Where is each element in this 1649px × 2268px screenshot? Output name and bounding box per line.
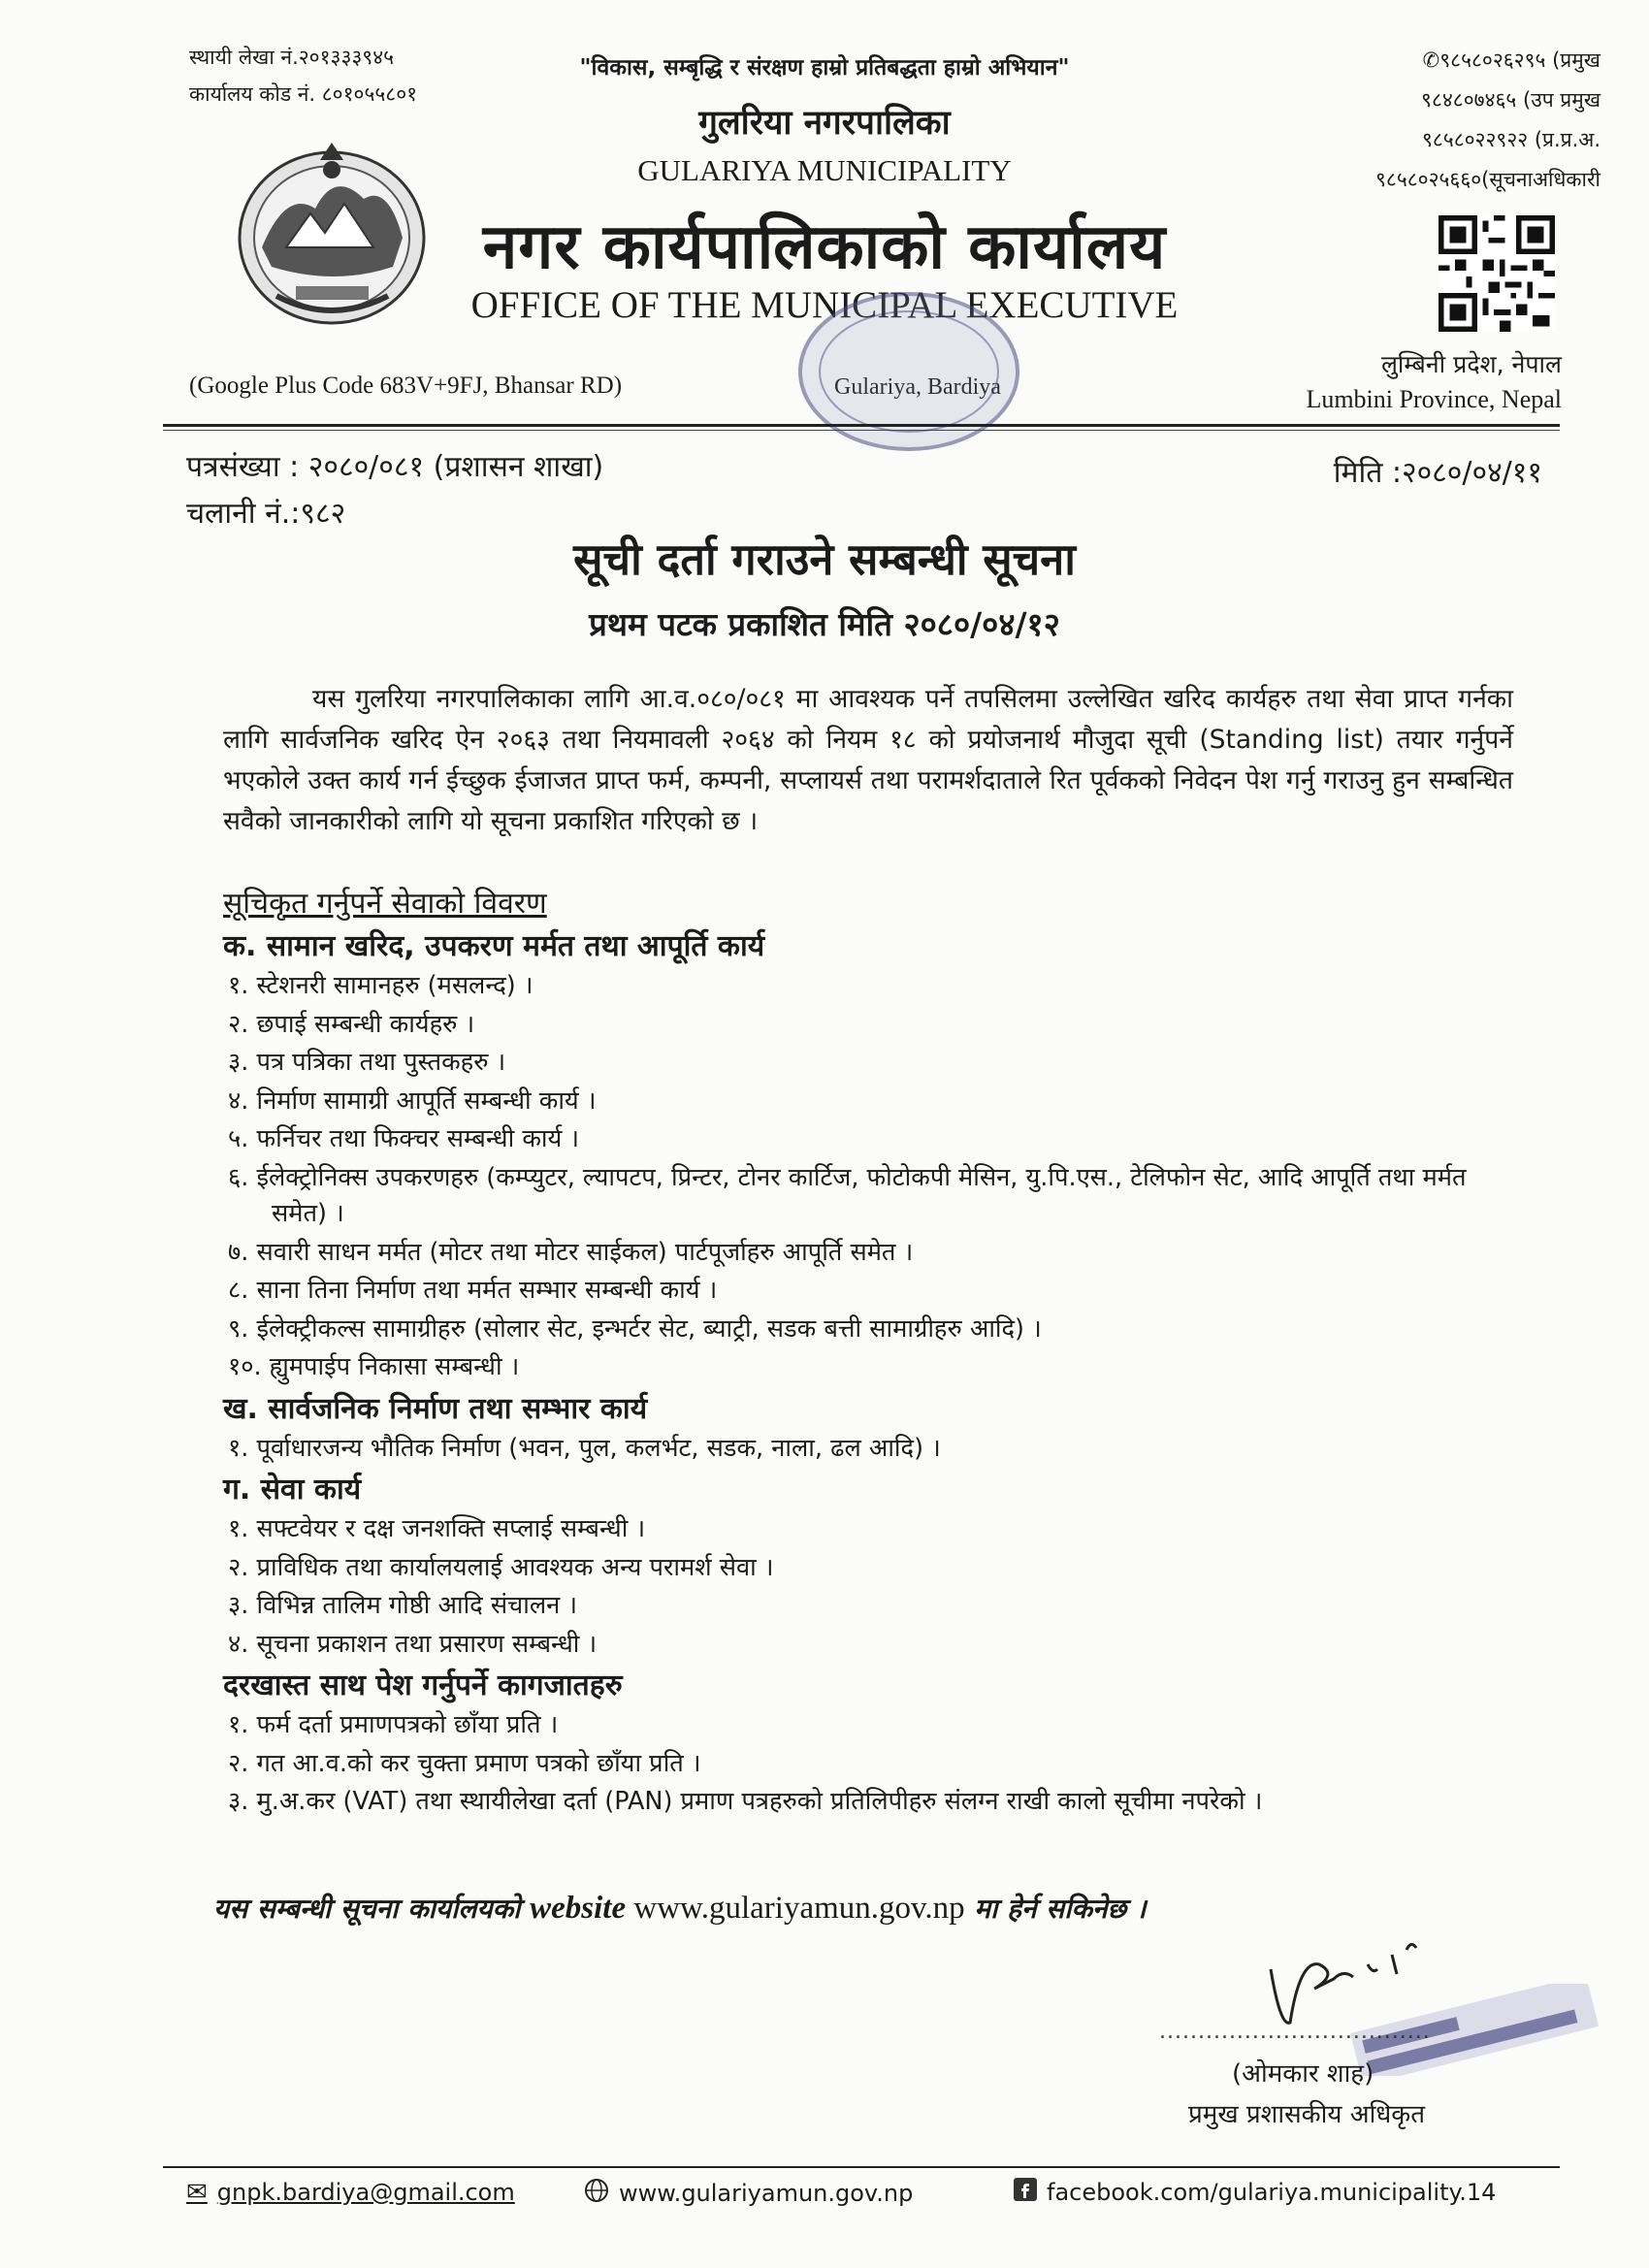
website-note <box>213 1890 1147 1927</box>
pan-number: स्थायी लेखा नं.२०१३३३९४५ <box>189 46 395 69</box>
list-item: ५. फर्निचर तथा फिक्चर सम्बन्धी कार्य । <box>228 1124 580 1153</box>
list-item: २. गत आ.व.को कर चुक्ता प्रमाण पत्रको छाँया प्रति । <box>228 1748 701 1778</box>
header-rule-thin <box>163 430 1560 431</box>
list-item: ३. पत्र पत्रिका तथा पुस्तकहरु । <box>228 1048 506 1077</box>
contact-phones <box>1375 41 1600 200</box>
website-note-word: website <box>530 1891 634 1926</box>
municipality-name-english: GULARIYA MUNICIPALITY <box>637 153 1012 187</box>
list-item: ६. ईलेक्ट्रोनिक्स उपकरणहरु (कम्प्युटर, ल्यापटप, प्रिन्टर, टोनर कार्टिज, फोटोकपी मेसिन, यु.पि.एस., टेलिफोन सेट, आदि आपूर्ति तथा मर्मत समेत) । <box>228 1162 1467 1228</box>
header-rule <box>163 424 1560 427</box>
notice-title: सूची दर्ता गराउने सम्बन्धी सूचना <box>573 534 1076 585</box>
slogan: "विकास, सम्बृद्धि र संरक्षण हाम्रो प्रतिबद्धता हाम्रो अभियान" <box>579 55 1070 81</box>
province-english: Lumbini Province, Nepal <box>1306 385 1562 413</box>
footer-rule <box>163 2166 1560 2168</box>
dispatch-number: चलानी नं.:९८२ <box>186 497 346 531</box>
notice-body: यस गुलरिया नगरपालिकाका लागि आ.व.०८०/०८१ मा आवश्यक पर्ने तपसिलमा उल्लेखित खरिद कार्यहरु तथा सेवा प्राप्त गर्नका लागि सार्वजनिक खरिद ऐन २०६३ तथा नियमावली २०६४ को नियम १८ को प्रयोजनार्थ मौजुदा सूची (Standing list) तयार गर्नुपर्ने भएकोले उक्त कार्य गर्न ईच्छुक ईजाजत प्राप्त फर्म, कम्पनी, सप्लायर्स तथा परामर्शदाताले रित पूर्वकको निवेदन पेश गर्नु गराउनु हुन सम्बन्धित सवैको जानकारीको लागि यो सूचना प्रकाशित गरिएको छ । <box>223 684 1513 836</box>
phone-cao: ९८५८०२२९२२ (प्र.प्र.अ. <box>1421 128 1600 151</box>
signatory-name: (ओमकार शाह) <box>1232 2059 1374 2089</box>
office-title-nepali: नगर कार्यपालिकाको कार्यालय <box>482 211 1167 283</box>
list-item: १. पूर्वाधारजन्य भौतिक निर्माण (भवन, पुल, कलर्भट, सडक, नाला, ढल आदि) । <box>228 1433 941 1463</box>
footer-facebook[interactable] <box>1014 2178 1496 2207</box>
office-title-english: OFFICE OF THE MUNICIPAL EXECUTIVE <box>470 284 1179 326</box>
letter-number: पत्रसंख्या : २०८०/०८१ (प्रशासन शाखा) <box>186 450 604 484</box>
list-item: ३. मु.अ.कर (VAT) तथा स्थायीलेखा दर्ता (PAN) प्रमाण पत्रहरुको प्रतिलिपीहरु संलग्न राखी कालो सूचीमा नपरेको । <box>228 1787 1263 1816</box>
listing-heading: सूचिकृत गर्नुपर्ने सेवाको विवरण <box>223 887 547 921</box>
list-item: ४. निर्माण सामाग्री आपूर्ति सम्बन्धी कार्य । <box>228 1085 597 1116</box>
list-item: १. स्टेशनरी सामानहरु (मसलन्द) । <box>228 971 534 1000</box>
listing-content <box>223 881 1513 1823</box>
google-plus-code: (Google Plus Code 683V+9FJ, Bhansar RD) <box>189 373 623 399</box>
website-note-prefix: यस सम्बन्धी सूचना कार्यालयको <box>213 1893 531 1925</box>
list-item: ७. सवारी साधन मर्मत (मोटर तथा मोटर साईकल) पार्टपूर्जाहरु आपूर्ति समेत । <box>228 1237 914 1267</box>
list-item: २. छपाई सम्बन्धी कार्यहरु । <box>228 1009 475 1039</box>
facebook-icon <box>1014 2178 1037 2207</box>
letter-date: मिति :२०८०/०४/११ <box>1333 456 1542 490</box>
footer-email-text[interactable]: gnpk.bardiya@gmail.com <box>216 2179 515 2206</box>
section-title-construction: ख. सार्वजनिक निर्माण तथा सम्भार कार्य <box>223 1391 648 1426</box>
reference-block <box>186 444 603 537</box>
list-item: ८. साना तिना निर्माण तथा मर्मत सम्भार सम्बन्धी कार्य । <box>228 1276 718 1305</box>
footer-facebook-text[interactable]: facebook.com/gulariya.municipality.14 <box>1047 2179 1497 2206</box>
list-item: १. सफ्टवेयर र दक्ष जनशक्ति सप्लाई सम्बन्धी । <box>228 1514 646 1543</box>
website-note-suffix: मा हेर्न सकिनेछ । <box>964 1893 1147 1925</box>
office-code: कार्यालय कोड नं. ८०१०५५८०१ <box>189 82 418 106</box>
phone-mayor: ✆९८५८०२६२९५ (प्रमुख <box>1422 49 1600 72</box>
signatory-designation: प्रमुख प्रशासकीय अधिकृत <box>1188 2100 1426 2129</box>
footer-website[interactable] <box>584 2178 913 2209</box>
notice-subtitle: प्रथम पटक प्रकाशित मिति २०८०/०४/१२ <box>589 605 1060 643</box>
signature-line: ................................... <box>1159 2020 1431 2044</box>
list-item: २. प्राविधिक तथा कार्यालयलाई आवश्यक अन्य परामर्श सेवा । <box>228 1552 774 1582</box>
list-item: ३. विभिन्न तालिम गोष्ठी आदि संचालन । <box>228 1591 578 1620</box>
footer-email[interactable] <box>186 2178 515 2207</box>
documents-title: दरखास्त साथ पेश गर्नुपर्ने कागजातहरु <box>223 1669 623 1702</box>
phone-info-officer: ९८५८०२५६६०(सूचनाअधिकारी <box>1374 168 1600 191</box>
list-item: ४. सूचना प्रकाशन तथा प्रसारण सम्बन्धी । <box>228 1629 598 1659</box>
municipality-name-nepali: गुलरिया नगरपालिका <box>698 104 951 143</box>
list-item: १०. ह्युमपाईप निकासा सम्बन्धी । <box>228 1352 520 1381</box>
list-item: ९. ईलेक्ट्रीकल्स सामाग्रीहरु (सोलार सेट, इन्भर्टर सेट, ब्याट्री, सडक बत्ती सामाग्रीहरु आदि) । <box>228 1313 1042 1344</box>
mail-icon: ✉ <box>186 2178 208 2207</box>
office-location: Gulariya, Bardiya <box>834 374 1001 400</box>
section-title-goods: क. सामान खरिद, उपकरण मर्मत तथा आपूर्ति कार्य <box>223 929 765 963</box>
phone-deputy: ९८४८०७४६५ (उप प्रमुख <box>1421 88 1600 112</box>
footer-website-text[interactable]: www.gulariyamun.gov.np <box>619 2180 914 2207</box>
province-nepali: लुम्बिनी प्रदेश, नेपाल <box>1380 350 1562 378</box>
website-note-url[interactable]: www.gulariyamun.gov.np <box>633 1891 965 1926</box>
qr-code <box>1439 215 1555 332</box>
section-title-services: ग. सेवा कार्य <box>223 1473 362 1507</box>
list-item: १. फर्म दर्ता प्रमाणपत्रको छाँया प्रति । <box>228 1710 559 1739</box>
globe-icon <box>584 2178 609 2209</box>
